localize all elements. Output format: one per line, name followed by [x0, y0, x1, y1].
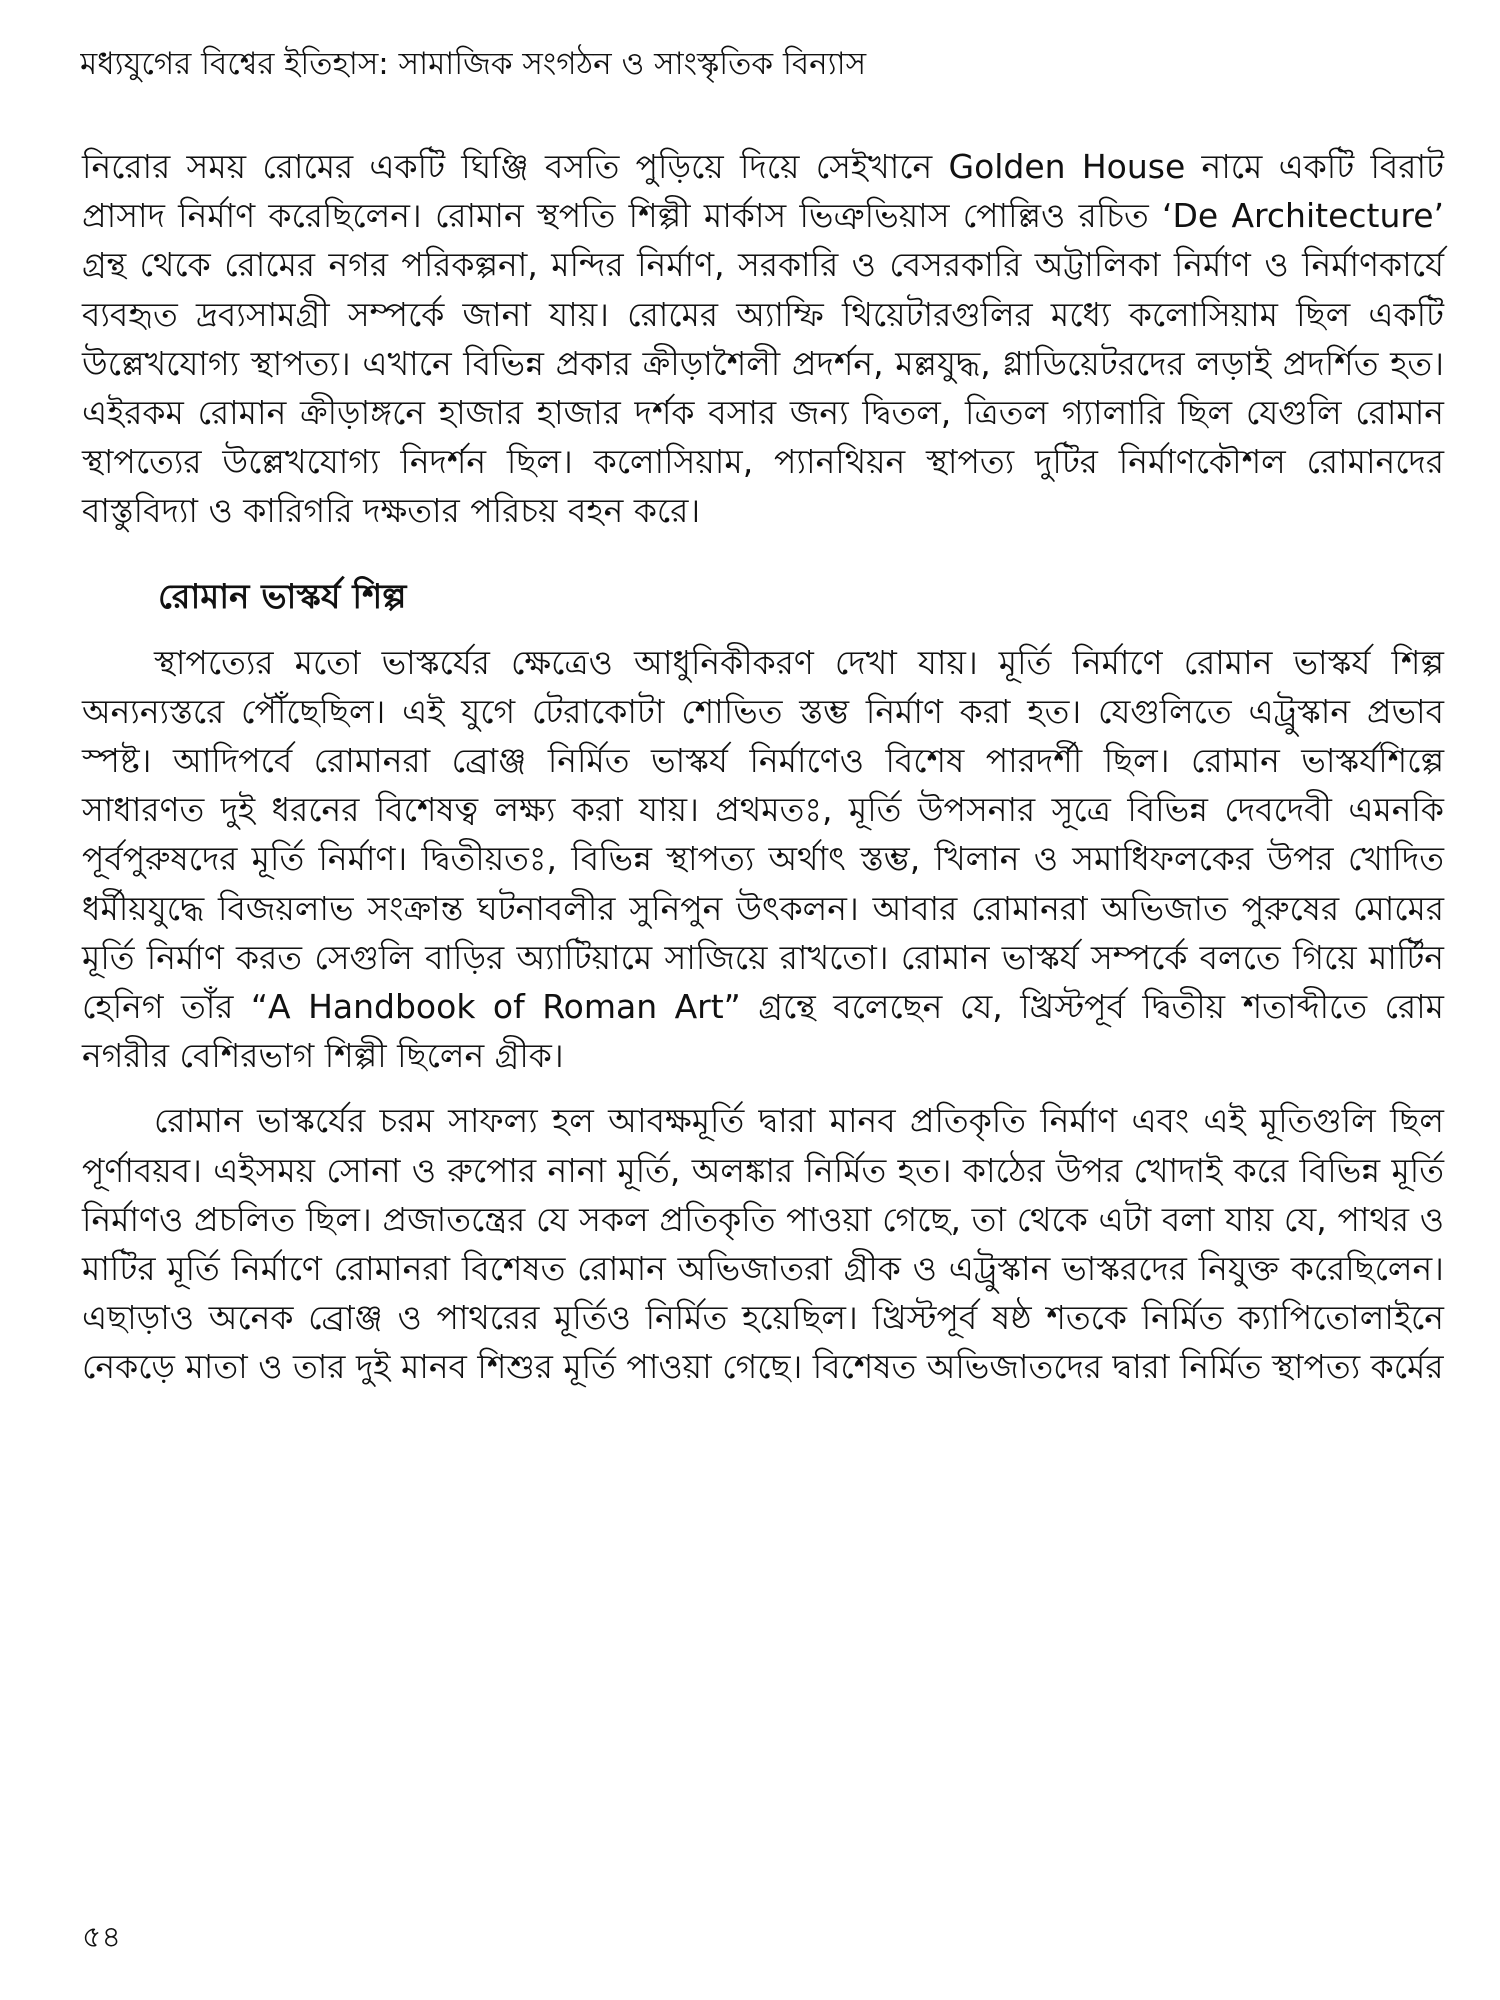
body-text — [82, 142, 1444, 1392]
paragraph-1: নিরোর সময় রোমের একটি ঘিঞ্জি বসতি পুড়িয়ে দিয়ে সেইখানে Golden House নামে একটি বিরাট প্রাসাদ নির্মাণ করেছিলেন। রোমান স্থপতি শিল্পী মার্কাস ভিত্রুভিয়াস পোল্লিও রচিত ‘De Architecture’ গ্রন্থ থেকে রোমের নগর পরিকল্পনা, মন্দির নির্মাণ, সরকারি ও বেসরকারি অট্টালিকা নির্মাণ ও নির্মাণকার্যে ব্যবহৃত দ্রব্যসামগ্রী সম্পর্কে জানা যায়। রোমের অ্যাম্ফি থিয়েটারগুলির মধ্যে কলোসিয়াম ছিল একটি উল্লেখযোগ্য স্থাপত্য। এখানে বিভিন্ন প্রকার ক্রীড়াশৈলী প্রদর্শন, মল্লযুদ্ধ, গ্লাডিয়েটরদের লড়াই প্রদর্শিত হত। এইরকম রোমান ক্রীড়াঙ্গনে হাজার হাজার দর্শক বসার জন্য দ্বিতল, ত্রিতল গ্যালারি ছিল যেগুলি রোমান স্থাপত্যের উল্লেখযোগ্য নিদর্শন ছিল। কলোসিয়াম, প্যানথিয়ন স্থাপত্য দুটির নির্মাণকৌশল রোমানদের বাস্তুবিদ্যা ও কারিগরি দক্ষতার পরিচয় বহন করে। — [82, 147, 1444, 531]
section-heading: রোমান ভাস্কর্য শিল্প — [158, 576, 407, 617]
running-head: মধ্যযুগের বিশ্বের ইতিহাস: সামাজিক সংগঠন ও সাংস্কৃতিক বিন্যাস — [80, 46, 867, 82]
paragraph-2: স্থাপত্যের মতো ভাস্কর্যের ক্ষেত্রেও আধুনিকীকরণ দেখা যায়। মূর্তি নির্মাণে রোমান ভাস্কর্য শিল্প অন্যন্যস্তরে পৌঁছেছিল। এই যুগে টেরাকোটা শোভিত স্তম্ভ নির্মাণ করা হত। যেগুলিতে এট্রুস্কান প্রভাব স্পষ্ট। আদিপর্বে রোমানরা ব্রোঞ্জ নির্মিত ভাস্কর্য নির্মাণেও বিশেষ পারদর্শী ছিল। রোমান ভাস্কর্যশিল্পে সাধারণত দুই ধরনের বিশেষত্ব লক্ষ্য করা যায়। প্রথমতঃ, মূর্তি উপসনার সূত্রে বিভিন্ন দেবদেবী এমনকি পূর্বপুরুষদের মূর্তি নির্মাণ। দ্বিতীয়তঃ, বিভিন্ন স্থাপত্য অর্থাৎ স্তম্ভ, খিলান ও সমাধিফলকের উপর খোদিত ধর্মীয়যুদ্ধে বিজয়লাভ সংক্রান্ত ঘটনাবলীর সুনিপুন উৎকলন। আবার রোমানরা অভিজাত পুরুষের মোমের মূর্তি নির্মাণ করত সেগুলি বাড়ির অ্যাটিয়ামে সাজিয়ে রাখতো। রোমান ভাস্কর্য সম্পর্কে বলতে গিয়ে মার্টিন হেনিগ তাঁর “A Handbook of Roman Art” গ্রন্থে বলেছেন যে, খ্রিস্টপূর্ব দ্বিতীয় শতাব্দীতে রোম নগরীর বেশিরভাগ শিল্পী ছিলেন গ্রীক। — [82, 642, 1444, 1076]
paragraph-3: রোমান ভাস্কর্যের চরম সাফল্য হল আবক্ষমূর্তি দ্বারা মানব প্রতিকৃতি নির্মাণ এবং এই মূতিগুলি ছিল পূর্ণাবয়ব। এইসময় সোনা ও রুপোর নানা মূর্তি, অলঙ্কার নির্মিত হত। কাঠের উপর খোদাই করে বিভিন্ন মূর্তি নির্মাণও প্রচলিত ছিল। প্রজাতন্ত্রের যে সকল প্রতিকৃতি পাওয়া গেছে, তা থেকে এটা বলা যায় যে, পাথর ও মাটির মূর্তি নির্মাণে রোমানরা বিশেষত রোমান অভিজাতরা গ্রীক ও এট্রুস্কান ভাস্করদের নিযুক্ত করেছিলেন। এছাড়াও অনেক ব্রোঞ্জ ও পাথরের মূর্তিও নির্মিত হয়েছিল। খ্রিস্টপূর্ব ষষ্ঠ শতকে নির্মিত ক্যাপিতোলাইনে নেকড়ে মাতা ও তার দুই মানব শিশুর মূর্তি পাওয়া গেছে। বিশেষত অভিজাতদের দ্বারা নির্মিত স্থাপত্য কর্মের — [82, 1101, 1444, 1387]
page-number: ৫৪ — [82, 1920, 121, 1955]
